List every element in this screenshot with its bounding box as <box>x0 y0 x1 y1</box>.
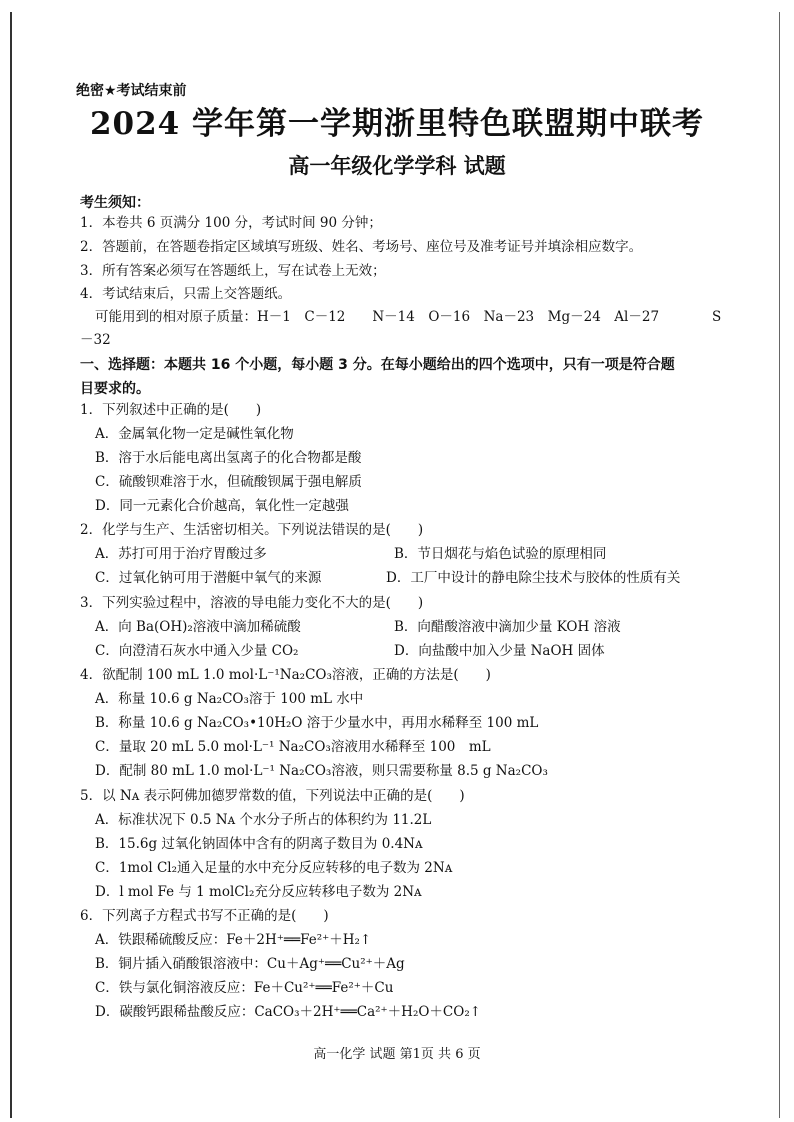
option-d: D．工厂中设计的静电除尘技术与胶体的性质有关 <box>386 570 681 586</box>
option-b: B．向醋酸溶液中滴加少量 KOH 溶液 <box>394 619 621 635</box>
option-d: D．向盐酸中加入少量 NaOH 固体 <box>394 643 605 659</box>
option-a: A．铁跟稀硫酸反应：Fe＋2H⁺══Fe²⁺＋H₂↑ <box>95 932 372 948</box>
exam-title: 2024 学年第一学期浙里特色联盟期中联考 <box>89 106 705 142</box>
exam-subtitle: 高一年级化学学科 试题 <box>288 154 506 178</box>
question-stem: 4．欲配制 100 mL 1.0 mol·L⁻¹Na₂CO₃溶液，正确的方法是( ) <box>80 667 491 683</box>
option-b: B．15.6g 过氧化钠固体中含有的阴离子数目为 0.4Nᴀ <box>95 836 423 852</box>
option-a: A．向 Ba(OH)₂溶液中滴加稀硫酸 <box>95 619 301 635</box>
notice-item: 2．答题前，在答题卷指定区域填写班级、姓名、考场号、座位号及准考证号并填涂相应数字。 <box>80 239 643 255</box>
section-heading-cont: 目要求的。 <box>80 381 150 397</box>
option-c: C．1mol Cl₂通入足量的水中充分反应转移的电子数为 2Nᴀ <box>95 860 453 876</box>
notice-item: 1．本卷共 6 页满分 100 分，考试时间 90 分钟； <box>80 215 382 231</box>
option-a: A．金属氧化物一定是碱性氧化物 <box>95 426 294 442</box>
option-a: A．苏打可用于治疗胃酸过多 <box>95 546 267 562</box>
option-a: A．称量 10.6 g Na₂CO₃溶于 100 mL 水中 <box>95 691 364 707</box>
option-d: D．碳酸钙跟稀盐酸反应：CaCO₃＋2H⁺══Ca²⁺＋H₂O＋CO₂↑ <box>95 1004 482 1020</box>
option-b: B．节日烟花与焰色试验的原理相同 <box>394 546 607 562</box>
option-b: B．称量 10.6 g Na₂CO₃•10H₂O 溶于少量水中，再用水稀释至 100 mL <box>95 715 539 731</box>
question-stem: 1．下列叙述中正确的是( ) <box>80 402 262 418</box>
option-d: D．配制 80 mL 1.0 mol·L⁻¹ Na₂CO₃溶液，则只需要称量 8.5 g Na₂CO₃ <box>95 763 548 779</box>
option-c: C．过氧化钠可用于潜艇中氧气的来源 <box>95 570 322 586</box>
question-stem: 2．化学与生产、生活密切相关。下列说法错误的是( ) <box>80 522 424 538</box>
notice-item: 3．所有答案必须写在答题纸上，写在试卷上无效； <box>80 263 386 279</box>
atomic-masses-s: S <box>712 309 722 325</box>
notice-item: 4．考试结束后，只需上交答题纸。 <box>80 286 292 302</box>
option-d: D．同一元素化合价越高，氧化性一定越强 <box>95 498 349 514</box>
option-c: C．量取 20 mL 5.0 mol·L⁻¹ Na₂CO₃溶液用水稀释至 100 mL <box>95 739 491 755</box>
question-stem: 5．以 Nᴀ 表示阿佛加德罗常数的值，下列说法中正确的是( ) <box>80 788 465 804</box>
secret-label: 绝密★考试结束前 <box>76 83 187 99</box>
option-c: C．铁与氯化铜溶液反应：Fe＋Cu²⁺══Fe²⁺＋Cu <box>95 980 394 996</box>
question-stem: 6．下列离子方程式书写不正确的是( ) <box>80 908 329 924</box>
page-footer: 高一化学 试题 第1页 共 6 页 <box>313 1047 481 1062</box>
question-stem: 3．下列实验过程中，溶液的导电能力变化不大的是( ) <box>80 595 424 611</box>
atomic-masses: 可能用到的相对原子质量：H－1 C－12 N－14 O－16 Na－23 Mg－24 Al－27 <box>95 309 660 325</box>
notice-heading: 考生须知： <box>80 195 150 211</box>
option-b: B．溶于水后能电离出氢离子的化合物都是酸 <box>95 450 362 466</box>
option-d: D．l mol Fe 与 1 molCl₂充分反应转移电子数为 2Nᴀ <box>95 884 422 900</box>
option-b: B．铜片插入硝酸银溶液中：Cu＋Ag⁺══Cu²⁺＋Ag <box>95 956 405 972</box>
section-heading: 一、选择题：本题共 16 个小题，每小题 3 分。在每小题给出的四个选项中，只有一项是符合题 <box>80 357 675 373</box>
option-a: A．标准状况下 0.5 Nᴀ 个水分子所占的体积约为 11.2L <box>95 812 432 828</box>
option-c: C．向澄清石灰水中通入少量 CO₂ <box>95 643 299 659</box>
option-c: C．硫酸钡难溶于水，但硫酸钡属于强电解质 <box>95 474 362 490</box>
atomic-masses-cont: －32 <box>80 332 111 348</box>
